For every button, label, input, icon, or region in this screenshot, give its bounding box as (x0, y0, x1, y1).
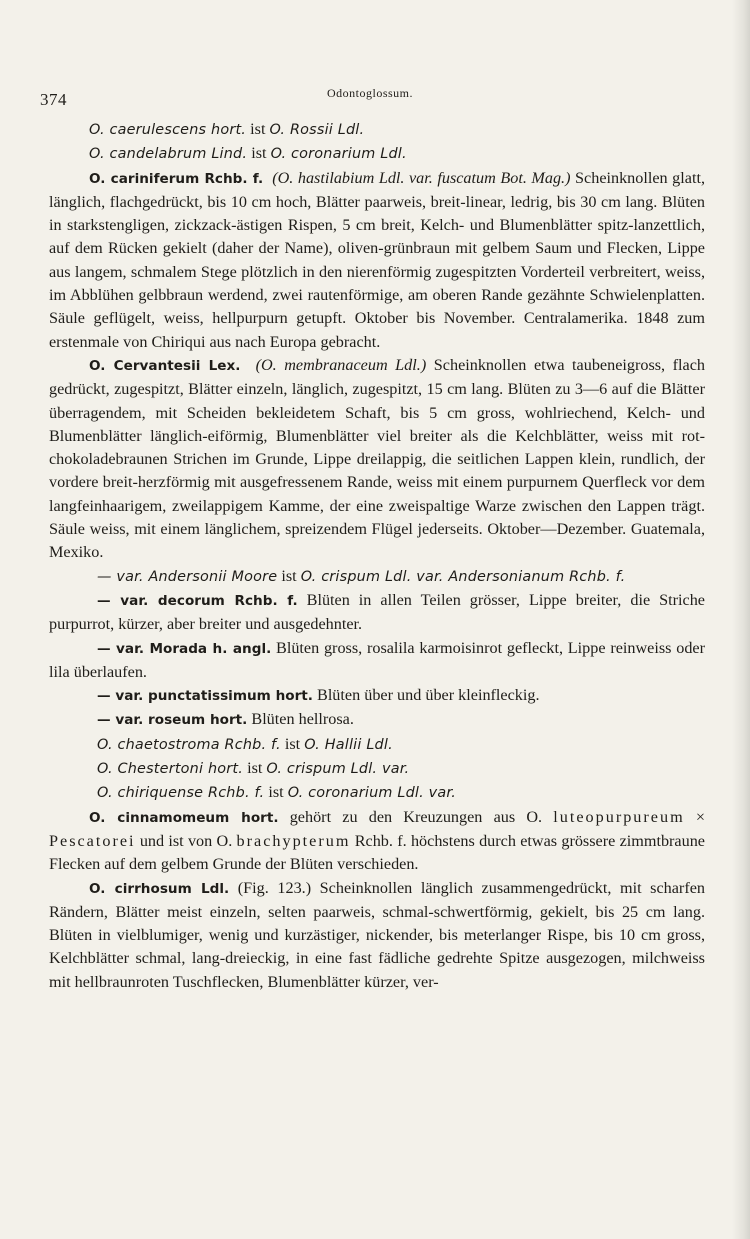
entry-description: Blüten gross, rosalila karmoisinrot gefleckt, Lippe reinweiss oder lila überlaufen. (49, 638, 705, 681)
entry-var-punctatissimum (49, 684, 705, 708)
entry-target: O. crispum Ldl. var. (266, 761, 410, 778)
entry-heading: — var. roseum hort. (97, 712, 248, 729)
entry-heading: — var. decorum Rchb. f. (97, 592, 298, 609)
entry-name: O. Chestertoni hort. (97, 761, 244, 778)
entry-heading: O. cirrhosum Ldl. (89, 880, 230, 897)
spaced-name: brachypterum (236, 831, 351, 850)
entry-candelabrum (49, 142, 705, 166)
entry-chestertoni (49, 757, 705, 781)
entry-text: und ist von O. (135, 831, 237, 850)
entry-description: Blüten über und über kleinfleckig. (312, 686, 540, 705)
page-number: 374 (40, 90, 67, 109)
entry-caerulescens (49, 118, 705, 142)
entry-cirrhosum (49, 877, 705, 994)
entry-synonym: (O. membranaceum Ldl.) (255, 355, 427, 374)
spaced-name: Pescatorei (49, 831, 136, 850)
entry-synonym: (O. hastilabium Ldl. var. fuscatum Bot. Mag.) (272, 168, 571, 187)
entry-cinnamomeum (49, 806, 705, 877)
spaced-name: luteopurpureum (553, 807, 685, 826)
entry-link-word: ist (243, 759, 267, 778)
entry-chiriquense (49, 781, 705, 805)
entry-link-word: ist (277, 566, 301, 585)
entry-var-morada (49, 637, 705, 685)
entry-name: O. chiriquense Rchb. f. (97, 785, 265, 802)
entry-var-andersonii (49, 565, 705, 589)
page-edge-shadow (732, 0, 750, 1239)
entry-description: Scheinknollen etwa taubeneigross, flach gedrückt, zugespitzt, Blätter einzeln, länglich, zugespitzt, 15 cm lang. Blüten zu 3—6 auf die Blätter überragendem, mit Scheiden bekleidetem Schaft, bis 5 cm gross, wohlriechend, Kelch- und Blumenblätter länglich-eiförmig, Blumenblätter viel breiter als die Kelchblätter, weiss mit rot-chokoladebraunen Strichen im Grunde, Lippe dreilappig, die seitlichen Lappen klein, rundlich, der vordere breit-herzförmig mit ausgefressenem Rande, weiss mit einem purpurnem Querfleck vor dem langfeinhaarigem, zweilappigem Kamme, der eine zweispaltige Warze zwischen den Lappen trägt. Säule weiss, mit einem länglichem, spreizendem Flügel jederseits. Oktober—Dezember. Guatemala, Mexiko. (49, 355, 706, 562)
entry-name: O. candelabrum Lind. (89, 146, 248, 163)
entry-target: O. coronarium Ldl. var. (287, 785, 456, 802)
entry-description: Blüten in allen Teilen grösser, Lippe breiter, die Striche purpurrot, kürzer, aber breiter und ausgedehnter. (49, 590, 705, 634)
cross-sign: × (684, 807, 705, 826)
running-title: Odontoglossum. (326, 86, 413, 100)
entry-target: O. crispum Ldl. var. Andersonianum Rchb. f. (300, 568, 626, 585)
entry-heading: O. cariniferum Rchb. f. (89, 170, 264, 187)
entry-link-word: ist (264, 783, 288, 802)
entry-var-decorum (49, 589, 705, 637)
page-body (49, 118, 705, 994)
entry-target: O. Rossii Ldl. (269, 122, 365, 138)
entry-target: O. Hallii Ldl. (304, 736, 393, 753)
entry-description: Scheinknollen glatt, länglich, flachgedrückt, bis 10 cm hoch, Blätter paarweis, breit-linear, ledrig, bis 30 cm lang. Blüten in starkstengligen, zickzack-ästigen Rispen, 5 cm breit, Kelch- und Blumenblätter spitz-lanzettlich, auf dem Rücken gekielt (daher der Name), oliven-grünbraun mit gelbem Saum und Flecken, Lippe aus langem, schmalem Stege plötzlich in den nierenförmig zugespitzten Vorderteil verbreitert, weiss, im Abblühen gelbbraun werdend, zwei rautenförmige, am oberen Rande gezähnte Schwielenplatten. Säule geflügelt, weiss, hellpurpurn getupft. Oktober bis November. Centralamerika. 1848 zum erstenmale von Chiriqui aus nach Europa gebracht. (49, 168, 705, 351)
entry-heading: — var. Morada h. angl. (97, 640, 272, 657)
entry-name: O. chaetostroma Rchb. f. (97, 736, 281, 753)
entry-heading: O. Cervantesii Lex. (89, 357, 241, 374)
entry-link-word: ist (247, 144, 271, 163)
entry-name: O. caerulescens hort. (89, 122, 247, 138)
entry-text: gehört zu den Kreuzungen aus O. (278, 807, 554, 826)
entry-cariniferum (49, 167, 705, 354)
entry-var-roseum (49, 708, 705, 732)
entry-description: Blüten hellrosa. (247, 710, 354, 729)
entry-text: Rchb. f. höchstens durch etwas grössere zimmtbraune Flecken auf dem gelbem Grunde der Blüten verschieden. (49, 831, 705, 874)
page-header (40, 86, 700, 112)
entry-cervantesii (49, 354, 705, 565)
entry-heading: — var. punctatissimum hort. (97, 688, 313, 705)
entry-heading: O. cinnamomeum hort. (89, 809, 279, 826)
entry-name: — var. Andersonii Moore (97, 568, 278, 585)
entry-description: (Fig. 123.) Scheinknollen länglich zusammengedrückt, mit scharfen Rändern, Blätter meist einzeln, selten paarweis, schmal-schwertförmig, gekielt, bis 25 cm lang. Blüten in vielblumiger, wenig und kurzästiger, nickender, bis meterlanger Rispe, bis 10 cm gross, Kelchblätter schmal, lang-dreieckig, in eine fast fädliche gedrehte Spitze ausgezogen, milchweiss mit hellbraunroten Tuschflecken, Blumenblätter kürzer, ver- (49, 878, 705, 991)
entry-chaetostroma (49, 733, 705, 757)
entry-target: O. coronarium Ldl. (270, 146, 407, 163)
entry-link-word: ist (280, 734, 305, 753)
entry-link-word: ist (246, 120, 270, 138)
